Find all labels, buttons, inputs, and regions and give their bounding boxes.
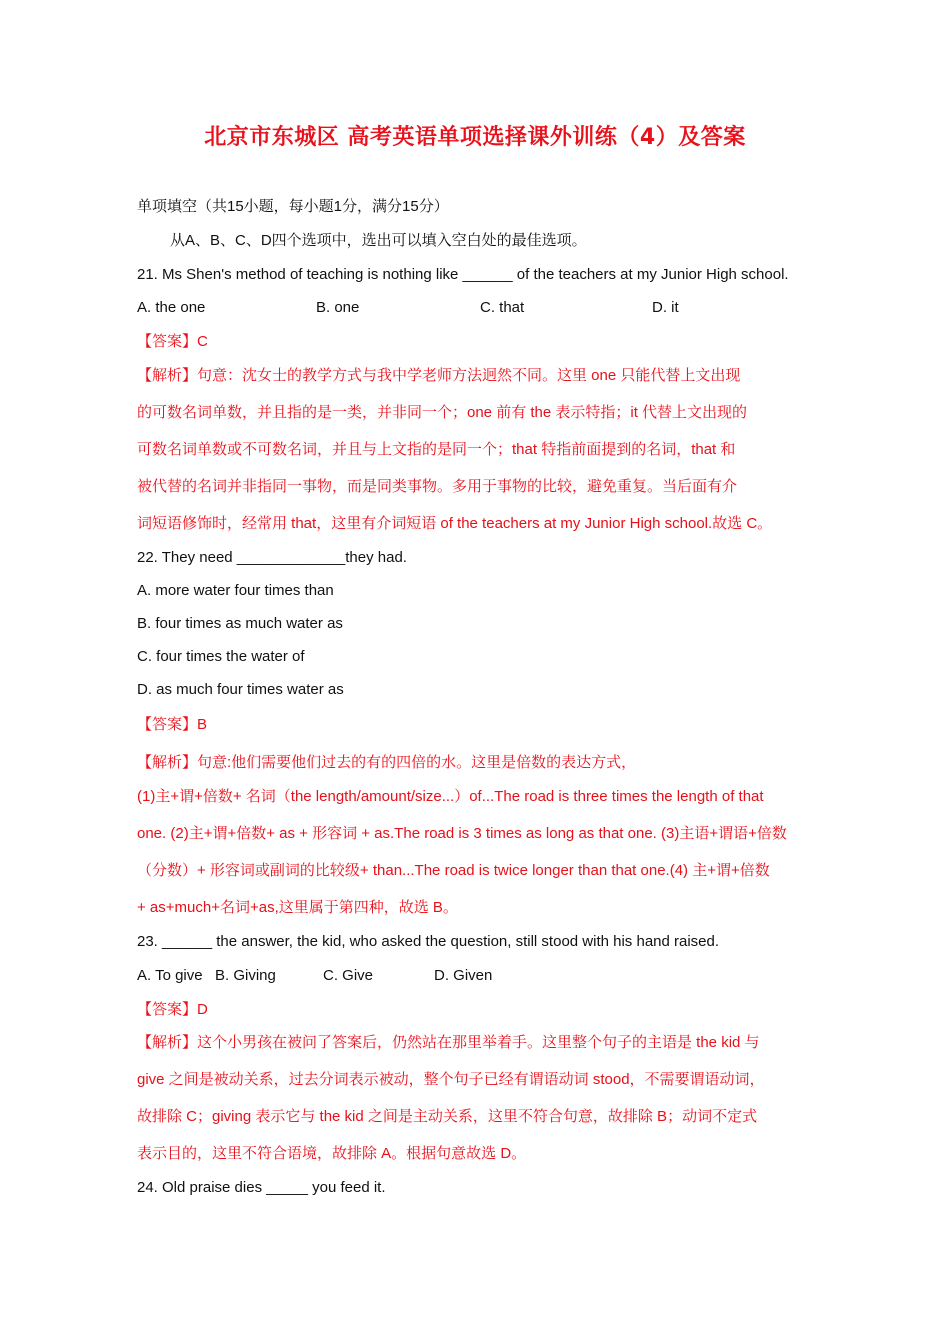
- question-23-analysis-line: 故排除 C；giving 表示它与 the kid 之间是主动关系，这里不符合句意，故排除 B；动词不定式: [137, 1108, 758, 1125]
- question-22-answer: 【答案】B: [137, 716, 208, 733]
- question-23-stem: 23. ______ the answer, the kid, who asked the question, still stood with his hand raised.: [137, 933, 720, 950]
- question-21-analysis-line: 的可数名词单数，并且指的是一类，并非同一个；one 前有 the 表示特指；it 代替上文出现的: [137, 404, 748, 421]
- question-21-option-c: C. that: [480, 299, 525, 316]
- question-23-option-a: A. To give: [137, 967, 203, 984]
- question-22-option-c: C. four times the water of: [137, 648, 305, 665]
- question-22-analysis-line: one. (2)主+谓+倍数+ as + 形容词 + as.The road is 3 times as long as that one. (3)主语+谓语+倍数: [137, 825, 787, 842]
- question-21-option-a: A. the one: [137, 299, 206, 316]
- question-21-stem: 21. Ms Shen's method of teaching is nothing like ______ of the teachers at my Junior High school.: [137, 266, 789, 283]
- question-22-stem: 22. They need _____________they had.: [137, 549, 407, 566]
- question-22-analysis-line: 【解析】句意:他们需要他们过去的有的四倍的水。这里是倍数的表达方式，: [137, 754, 637, 771]
- question-22-analysis-line: （分数）+ 形容词或副词的比较级+ than...The road is twice longer than that one.(4) 主+谓+倍数: [137, 862, 770, 879]
- question-22-option-d: D. as much four times water as: [137, 681, 344, 698]
- question-22-option-a: A. more water four times than: [137, 582, 334, 599]
- question-23-option-c: C. Give: [323, 967, 374, 984]
- question-23-analysis-line: give 之间是被动关系，过去分词表示被动，整个句子已经有谓语动词 stood，不需要谓语动词，: [137, 1071, 765, 1088]
- question-21-analysis-line: 【解析】句意：沈女士的教学方式与我中学老师方法迥然不同。这里 one 只能代替上文出现: [137, 367, 741, 384]
- question-22-option-b: B. four times as much water as: [137, 615, 343, 632]
- question-21-analysis-line: 可数名词单数或不可数名词，并且与上文指的是同一个；that 特指前面提到的名词，that 和: [137, 441, 736, 458]
- question-23-answer: 【答案】D: [137, 1001, 208, 1018]
- page-title: 北京市东城区 高考英语单项选择课外训练（4）及答案: [204, 125, 746, 150]
- question-23-option-b: B. Giving: [215, 967, 276, 984]
- question-21-option-d: D. it: [652, 299, 679, 316]
- question-22-analysis-line: + as+much+名词+as,这里属于第四种，故选 B。: [137, 899, 458, 916]
- question-22-analysis-line: (1)主+谓+倍数+ 名词（the length/amount/size...）of...The road is three times the length of that: [137, 788, 764, 805]
- question-21-analysis-line: 词短语修饰时，经常用 that，这里有介词短语 of the teachers at my Junior High school.故选 C。: [137, 515, 773, 532]
- question-23-analysis-line: 【解析】这个小男孩在被问了答案后，仍然站在那里举着手。这里整个句子的主语是 the kid 与: [137, 1034, 760, 1051]
- question-21-analysis-line: 被代替的名词并非指同一事物，而是同类事物。多用于事物的比较，避免重复。当后面有介: [137, 478, 738, 495]
- instruction-text: 从A、B、C、D四个选项中，选出可以填入空白处的最佳选项。: [170, 232, 587, 249]
- question-23-option-d: D. Given: [434, 967, 493, 984]
- question-23-analysis-line: 表示目的，这里不符合语境，故排除 A。根据句意故选 D。: [137, 1145, 527, 1162]
- section-header: 单项填空（共15小题，每小题1分，满分15分）: [137, 198, 449, 215]
- question-21-answer: 【答案】C: [137, 333, 208, 350]
- question-24-stem: 24. Old praise dies _____ you feed it.: [137, 1179, 386, 1196]
- question-21-option-b: B. one: [316, 299, 360, 316]
